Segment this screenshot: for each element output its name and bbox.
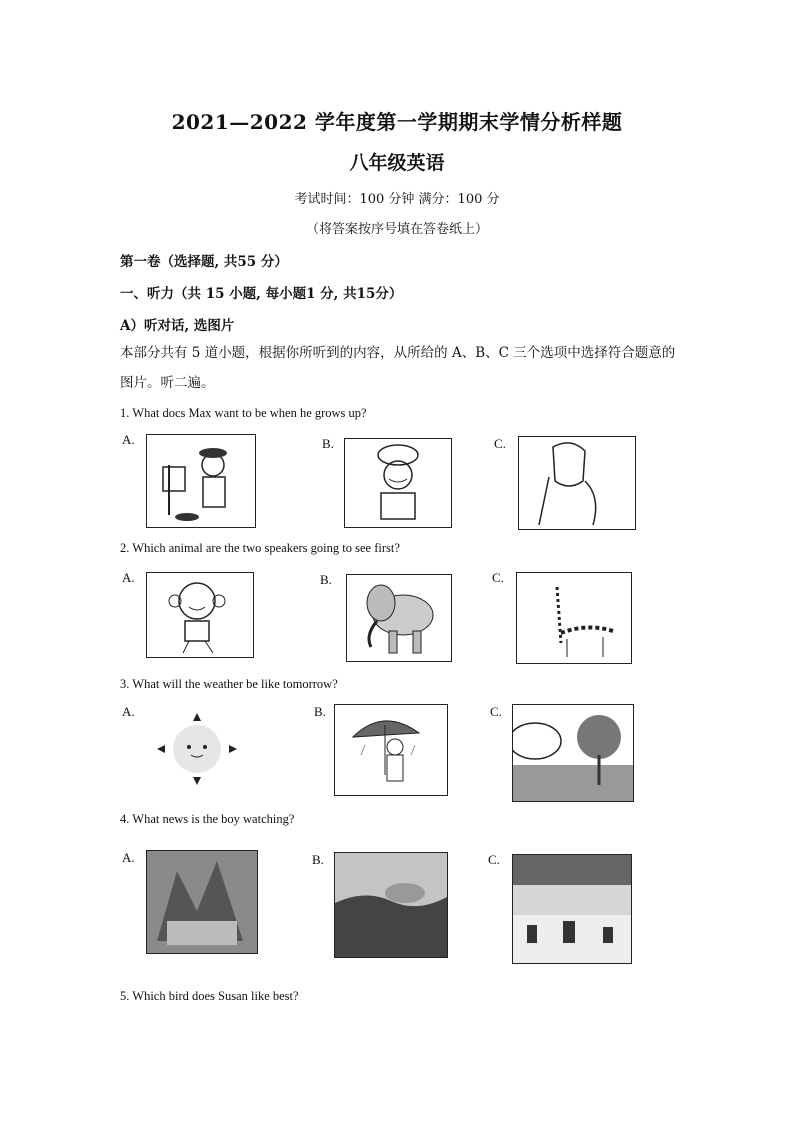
q3-option-a-label: A. bbox=[122, 704, 135, 719]
q2-option-b-picture bbox=[346, 574, 452, 662]
exam-title: 2021—2022 学年度第一学期期末学情分析样题 bbox=[171, 110, 623, 134]
instructions: 本部分共有 5 道小题，根据你所听到的内容，从所给的 A、B、C 三个选项中选择符合题意的图片。听二遍。 bbox=[120, 345, 676, 391]
listening-heading: 一、听力（共 15 小题, 每小题1 分, 共15分） bbox=[120, 286, 403, 302]
q2-option-b-label: B. bbox=[320, 572, 332, 587]
q2-option-a-picture bbox=[146, 572, 254, 658]
q4-option-c-picture bbox=[512, 854, 632, 964]
q4-option-b-picture bbox=[334, 852, 448, 958]
answer-note: （将答案按序号填在答卷纸上） bbox=[305, 222, 488, 237]
sub-section-a: A）听对话, 选图片 bbox=[120, 318, 235, 334]
q3-option-c-label: C. bbox=[490, 704, 502, 719]
q1-option-a-label: A. bbox=[122, 432, 135, 447]
q3-option-b-label: B. bbox=[314, 704, 326, 719]
q2-option-c-label: C. bbox=[492, 570, 504, 585]
q2-option-c-picture bbox=[516, 572, 632, 664]
question-5: 5. Which bird does Susan like best? bbox=[120, 989, 299, 1003]
question-2: 2. Which animal are the two speakers going to see first? bbox=[120, 541, 400, 555]
q2-option-a-label: A. bbox=[122, 570, 135, 585]
question-1: 1. What docs Max want to be when he grows up? bbox=[120, 406, 367, 420]
q1-option-c-label: C. bbox=[494, 436, 506, 451]
q3-option-c-picture bbox=[512, 704, 634, 802]
question-4: 4. What news is the boy watching? bbox=[120, 812, 295, 826]
q4-option-c-label: C. bbox=[488, 852, 500, 867]
part-heading: 第一卷（选择题, 共55 分） bbox=[120, 254, 288, 270]
q1-option-b-picture bbox=[344, 438, 452, 528]
q1-option-a-picture bbox=[146, 434, 256, 528]
q3-option-a-picture bbox=[146, 706, 248, 792]
exam-info: 考试时间：100 分钟 满分：100 分 bbox=[294, 192, 500, 207]
exam-subtitle: 八年级英语 bbox=[349, 152, 445, 174]
q3-option-b-picture bbox=[334, 704, 448, 796]
q4-option-b-label: B. bbox=[312, 852, 324, 867]
q1-option-c-picture bbox=[518, 436, 636, 530]
q1-option-b-label: B. bbox=[322, 436, 334, 451]
q4-option-a-picture bbox=[146, 850, 258, 954]
question-3: 3. What will the weather be like tomorrow? bbox=[120, 677, 338, 691]
q4-option-a-label: A. bbox=[122, 850, 135, 865]
